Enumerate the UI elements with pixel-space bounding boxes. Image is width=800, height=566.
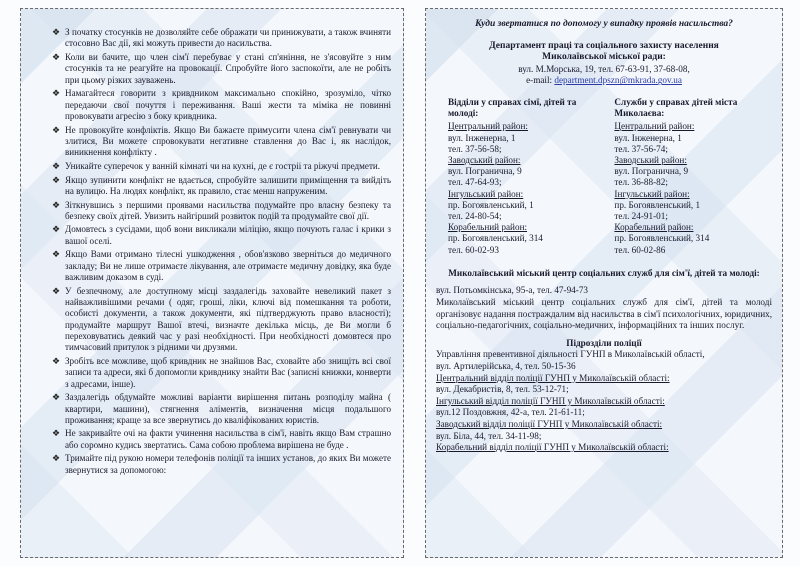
district-name: Корабельний район: — [448, 222, 528, 233]
district-phone: тел. 24-91-01; — [614, 211, 668, 221]
list-item — [52, 174, 391, 198]
district-phone: тел. 60-02-86 — [614, 244, 666, 255]
bullet-icon: ❖ — [52, 199, 61, 210]
police-unit-address: вул. Декабристів, 8, тел. 53-12-71; — [436, 384, 569, 395]
district-address: вул. Інженерна, 1 — [614, 132, 682, 143]
district-name: Центральний район: — [614, 121, 695, 132]
tip-text: Зіткнувшись з першими проявами насильства подумайте про власну безпеку та безпеку своїх дітей. Увизить найгірший розвиток подій та продумайте свої дії. — [65, 199, 391, 221]
district-name: Корабельний район: — [614, 222, 694, 233]
police-management-address: вул. Артилерійська, 4, тел. 50-15-36 — [436, 360, 576, 371]
district-columns — [436, 97, 772, 256]
tip-text: Не провокуйте конфліктів. Якщо Ви бажаєте примусити члена сім'ї ревнувати чи злитися, Ви можете спровокувати негативне ставлення до Вас і, як наслідок, виникнення конфлікту . — [65, 124, 391, 158]
tip-text: Коли ви бачите, що член сім'ї перебуває у стані сп'яніння, не з'ясовуйте з ним стосунків та не реагуйте на провокації. Спробуйте його заспокоїти, але не робіть при цьому різких зауважень. — [65, 51, 391, 85]
tip-text: Якщо зупинити конфлікт не вдається, спробуйте залишити приміщення та вийдіть на вулицю. На людях конфлікт, як правило, стає менш напруженим. — [65, 174, 391, 196]
tip-text: Заздалегідь обдумайте можливі варіанти вирішення питань розподілу майна ( квартири, машини), стягнення аліментів, визначення місця подальшого проживання; краще за все звернутись до кваліфікованих юристів. — [65, 392, 391, 425]
bullet-icon: ❖ — [52, 174, 61, 185]
column-title: Відділи у справах сімї, дітей та молоді: — [448, 96, 577, 119]
police-management: Управління превентивної діяльності ГУНП в Миколаївській області, — [436, 349, 705, 360]
bullet-icon: ❖ — [52, 249, 61, 260]
district-phone: тел. 60-02-93 — [448, 244, 499, 255]
district-address: вул. Інженерна, 1 — [448, 132, 516, 143]
child-services — [614, 97, 768, 256]
list-item — [52, 51, 391, 86]
list-item — [52, 428, 391, 451]
dept-email-row — [436, 75, 772, 87]
tip-text: У безпечному, але доступному місці заздалегідь заховайте невеликий пакет з найважливішими речами ( одяг, гроші, ліки, ключі від помешкання та роботи, особисті документи, а також документи, які підтверджують право власності); продумайте маршрут Вашої втечі, визначте декілька місць, де Ви могли б переховуватись деякий час у разі необхідності. При необхідності домовтеся про тимчасовий притулок з рідними чи друзями. — [65, 285, 391, 353]
bullet-icon: ❖ — [52, 27, 61, 37]
list-item — [52, 199, 391, 223]
bullet-icon: ❖ — [52, 453, 61, 464]
district-phone: тел. 47-64-93; — [448, 177, 502, 188]
list-item — [52, 392, 391, 426]
list-item — [52, 88, 391, 122]
list-item — [52, 27, 391, 50]
district-phone: тел. 24-80-54; — [448, 211, 502, 221]
police-unit-name: Інгульський відділ поліції ГУНП у Миколаївській області: — [436, 395, 665, 406]
district-address: пр. Богоявленський, 314 — [448, 233, 543, 244]
tip-text: Намагайтеся говорити з кривдником максимально спокійно, зрозуміло, чітко передаючи свої почуття і переживання. Ваші жести та міміка не повинні провокувати агресію з боку кривдника. — [65, 88, 391, 121]
police-title: Підрозділи поліції — [566, 337, 642, 348]
dept-name-line2: Миколаївської міської ради: — [542, 52, 666, 63]
bullet-icon: ❖ — [52, 392, 61, 403]
right-panel — [425, 8, 783, 558]
police-unit-name: Корабельний відділ поліції ГУНП у Миколаївській області: — [436, 442, 669, 453]
list-item — [52, 453, 391, 476]
district-address: пр. Богоявленський, 1 — [448, 199, 534, 210]
column-title: Служби у справах дітей міста Миколаєва: — [614, 96, 738, 119]
bullet-icon: ❖ — [52, 224, 61, 235]
list-item — [52, 285, 391, 354]
bullet-icon: ❖ — [52, 124, 61, 135]
tip-text: З початку стосунків не дозволяйте себе ображати чи принижувати, а також вчиняти стосовно Вас дії, які можуть привести до насильства. — [65, 27, 391, 49]
tip-text: Тримайте під рукою номери телефонів поліції та інших установ, до яких Ви можете звернутися за допомогою: — [65, 453, 391, 475]
bullet-icon: ❖ — [52, 428, 61, 439]
social-center-description: Миколаївський міський центр соціальних служб для сім'ї, дітей та молоді організовує надання постраждалим від насильства в сім'ї психологічних, юридичних, соціально-педагогічних, соціально-медичних, інформаційних та інших послуг. — [436, 297, 772, 331]
bullet-icon: ❖ — [52, 88, 61, 99]
bullet-icon: ❖ — [52, 285, 61, 296]
list-item — [52, 355, 391, 390]
social-center-address: вул. Потьомкінська, 95-а, тел. 47-94-73 — [436, 285, 589, 296]
district-phone: тел. 37-56-74; — [614, 143, 668, 154]
district-address: пр. Богоявленський, 1 — [614, 199, 701, 210]
tip-text: Не закривайте очі на факти учинення насильства в сім'ї, навіть якщо Вам страшно або соромно кудись звертатись. Сама собою проблема вирішена не буде . — [65, 428, 391, 450]
list-item — [52, 160, 391, 172]
left-panel — [20, 8, 404, 558]
district-name: Інгульський район: — [448, 188, 524, 199]
social-center-title: Миколаївський міський центр соціальних служб для сім'ї, дітей та молоді: — [448, 267, 760, 278]
district-name: Інгульський район: — [614, 188, 690, 199]
dept-address: вул. М.Морська, 19, тел. 67-63-91, 37-68-08, — [518, 63, 690, 74]
dept-name-line1: Департамент праці та соціального захисту населення — [489, 40, 719, 51]
email-label: e-mail: — [526, 75, 555, 86]
tip-text: Якщо Вами отримано тілесні ушкодження , обов'язково зверніться до медичного закладу; Ви не лише отримаєте лікування, але отримаєте медичну довідку, яка буде важливим доказом в суді. — [65, 249, 391, 283]
tip-text: Уникайте суперечок у ванній кімнаті чи на кухні, де є гостріі та ріжучі предмети. — [65, 160, 381, 171]
police-unit-name: Центральний відділ поліції ГУНП у Миколаївській області: — [436, 372, 670, 383]
district-address: пр. Богоявленський, 314 — [614, 233, 710, 244]
bullet-icon: ❖ — [52, 160, 61, 171]
list-item — [52, 224, 391, 247]
district-name: Заводський район: — [448, 154, 521, 165]
police-unit-name: Заводський відділ поліції ГУНП у Миколаївській області: — [436, 418, 663, 429]
tip-text: Зробіть все можливе, щоб кривдник не знайшов Вас, сховайте або знищіть всі свої записи та адреси, які б допомогли кривднику знайти Вас (записні книжки, конверти з адресами, інше). — [65, 355, 391, 389]
district-phone: тел. 36-88-82; — [614, 177, 668, 188]
help-title: Куди звертатися по допомогу у випадку проявів насильства? — [475, 19, 733, 29]
tip-text: Домовтесь з сусідами, щоб вони викликали міліцію, якщо почують галас і крики з вашої оселі. — [65, 224, 391, 246]
district-name: Заводський район: — [614, 154, 687, 165]
bullet-icon: ❖ — [52, 355, 61, 366]
district-address: вул. Погранична, 9 — [614, 166, 689, 177]
email-link[interactable]: department.dpszn@mkrada.gov.ua — [554, 75, 682, 86]
list-item — [52, 249, 391, 283]
police-unit-address: вул.12 Поздовжня, 42-а, тел. 21-61-11; — [436, 407, 585, 418]
police-unit-address: вул. Біла, 44, тел. 34-11-98; — [436, 430, 542, 441]
safety-tips-list — [21, 9, 403, 476]
district-phone: тел. 37-56-58; — [448, 143, 502, 154]
district-address: вул. Погранична, 9 — [448, 166, 522, 177]
family-youth-departments — [448, 97, 602, 256]
list-item — [52, 124, 391, 159]
district-name: Центральний район: — [448, 121, 528, 132]
bullet-icon: ❖ — [52, 51, 61, 62]
